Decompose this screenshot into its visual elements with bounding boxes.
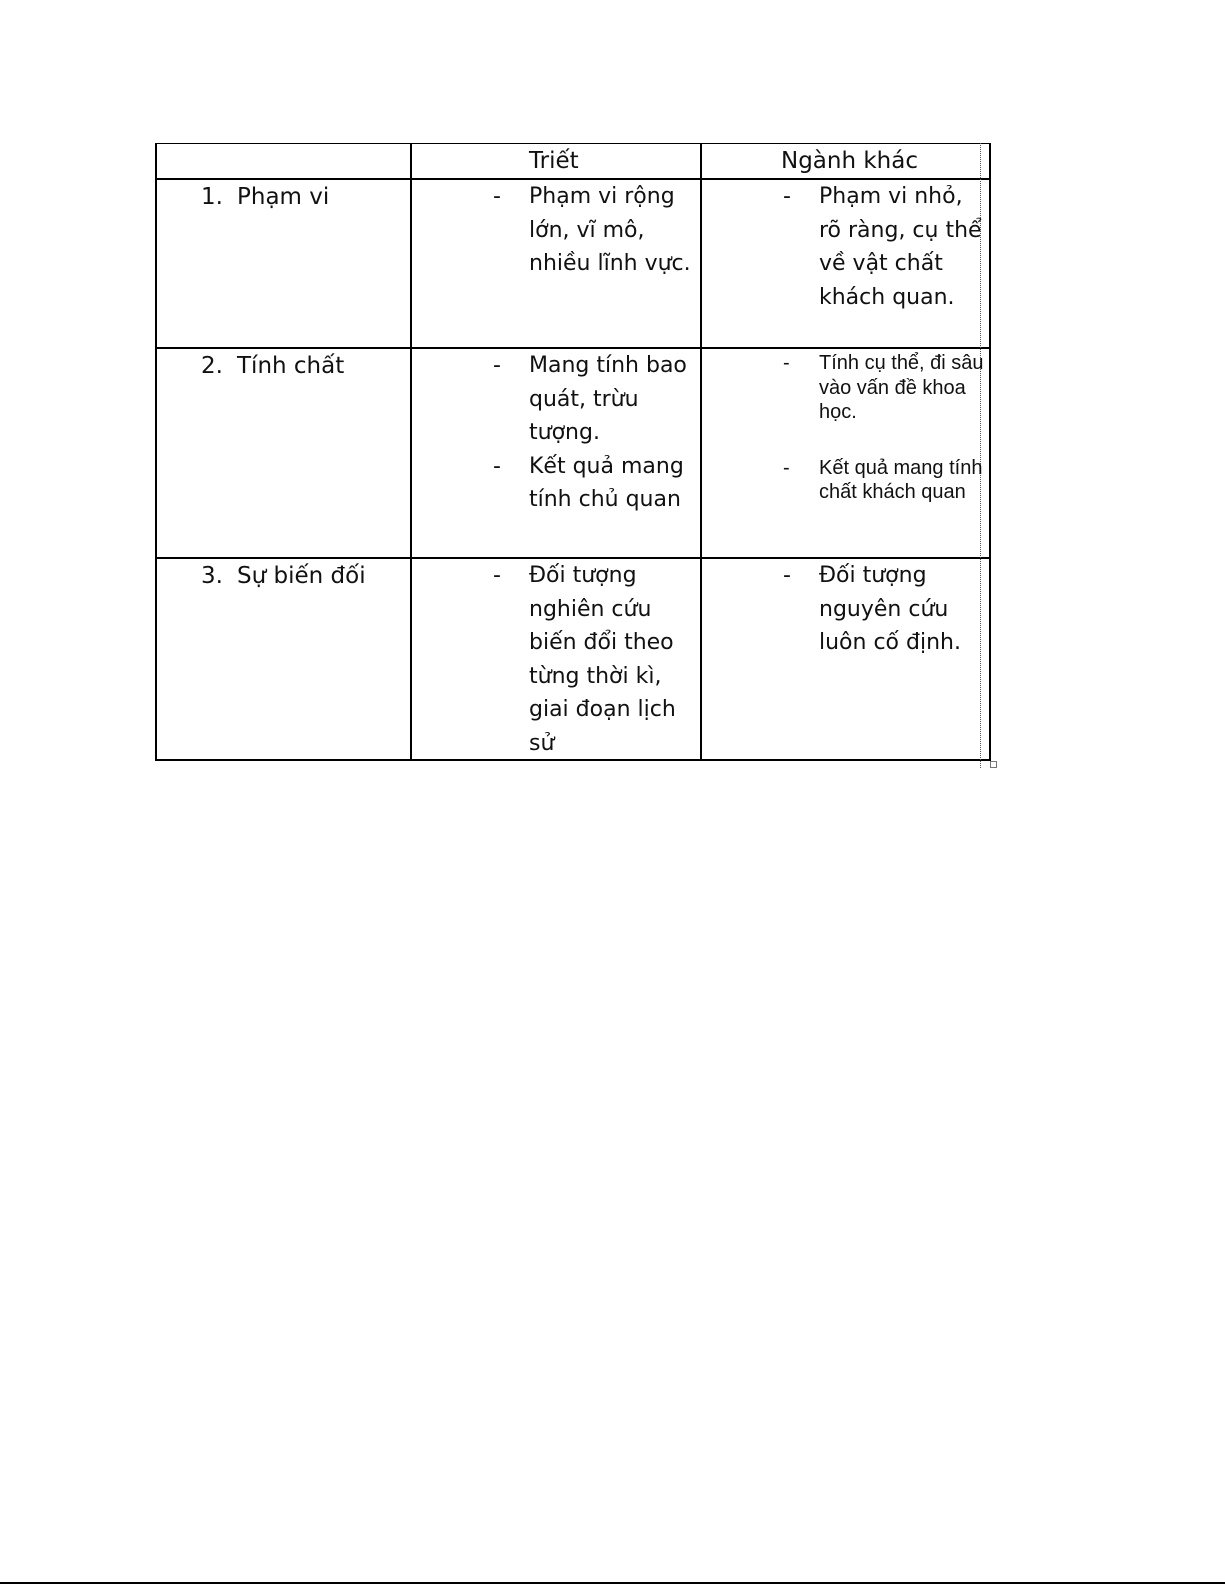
bullet-dash: - [493,184,501,209]
cell-khac-su-bien-doi[interactable] [702,559,989,759]
row-label-pham-vi[interactable] [157,180,410,347]
bullet-dash: - [783,352,790,374]
bullet-dash: - [783,456,790,479]
list-item-text: Kết quả mang tính chủ quan [529,453,684,512]
list-item-text: Phạm vi nhỏ, rõ ràng, cụ thể về vật chất khách quan. [819,184,982,310]
list-item-text: Mang tính bao quát, trừu tượng. [529,353,687,445]
row-label-su-bien-doi[interactable] [157,559,410,759]
cell-khac-pham-vi[interactable] [702,180,989,347]
table-border-right [989,143,991,761]
list-item-text: Tính cụ thể, đi sâu vào vấn đề khoa học. [819,352,984,423]
row-number: 2. [201,353,223,379]
list-item [493,559,694,760]
cell-triet-su-bien-doi[interactable] [412,559,700,759]
bullet-dash: - [783,184,791,209]
cell-triet-pham-vi[interactable] [412,180,700,347]
list-item [783,351,987,425]
row-number: 3. [201,563,223,589]
list-item-text: Kết quả mang tính chất khách quan [819,456,983,503]
row-label-text: Phạm vi [237,184,330,210]
bullet-dash: - [493,453,501,479]
list-item-text: Phạm vi rộng lớn, vĩ mô, nhiều lĩnh vực. [529,184,691,276]
table-resize-handle[interactable] [990,761,997,768]
header-cell-triet[interactable]: Triết [529,148,579,174]
comparison-table[interactable] [155,143,991,761]
cell-triet-tinh-chat[interactable] [412,349,700,557]
row-label-tinh-chat[interactable] [157,349,410,557]
list-item [783,180,983,314]
bullet-dash: - [493,353,501,378]
list-item-text: Đối tượng nghiên cứu biến đổi theo từng thời kì, giai đoạn lịch sử [529,563,676,756]
list-item [493,450,696,517]
row-label-text: Sự biến đối [237,563,366,589]
bullet-dash: - [783,563,791,588]
list-item [493,349,696,450]
list-item [493,180,694,281]
row-number: 1. [201,184,223,210]
bullet-dash: - [493,563,501,588]
page-bottom-edge [0,1582,1225,1584]
list-item [783,456,987,505]
list-item-text: Đối tượng nguyên cứu luôn cố định. [819,563,961,655]
row-label-text: Tính chất [237,353,345,379]
header-cell-nganh-khac[interactable]: Ngành khác [781,148,919,174]
header-cell-empty[interactable] [157,144,410,178]
cell-khac-tinh-chat[interactable] [702,351,989,557]
list-item [783,559,983,660]
